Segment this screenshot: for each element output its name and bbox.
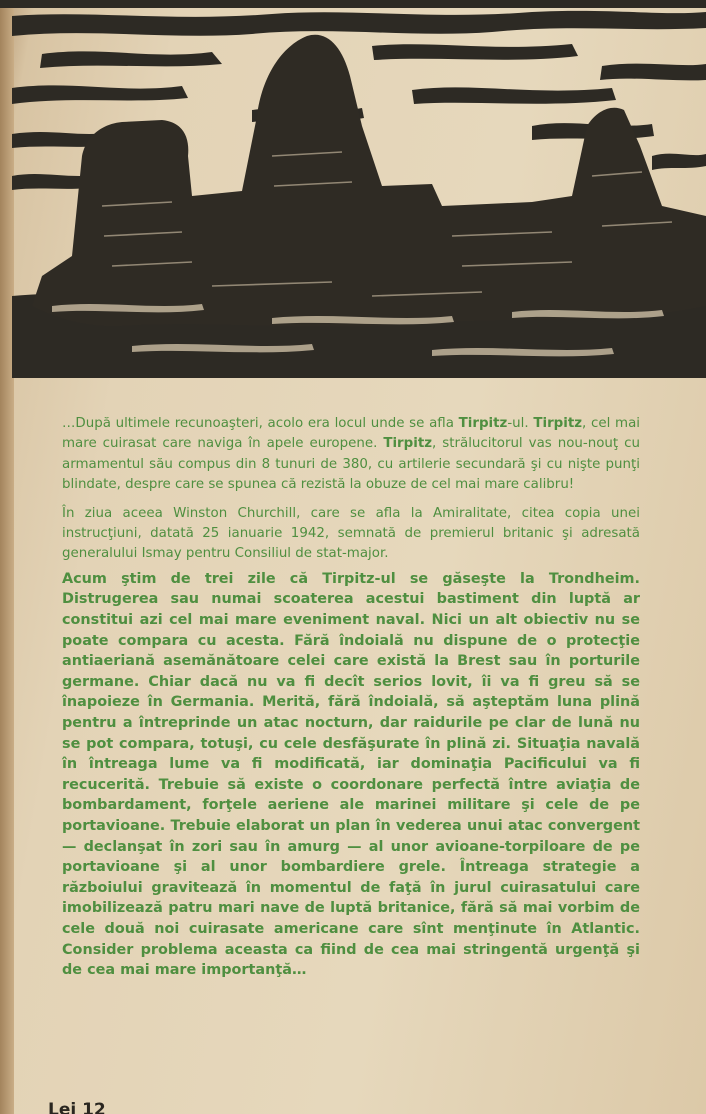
ship-woodcut-illustration (12, 6, 706, 378)
ship-name: Tirpitz (533, 416, 583, 431)
ship-name: Tirpitz (458, 416, 508, 431)
price-label: Lei 12 (48, 1100, 106, 1114)
churchill-instruction-quote: Acum ştim de trei zile că Tirpitz-ul se găseşte la Trondheim. Distrugerea sau numai scoaterea acestui bastiment din luptă ar constitui azi cel mai mare eveniment naval. Nici un alt obiectiv nu se poate compara cu acesta. Fără îndoială nu dispune de o protecţie antiaeriană asemănătoare celei care există la Brest sau în porturile germane. Chiar dacă nu va fi decît serios lovit, îi va fi greu să se înapoieze în Germania. Merită, fără îndoială, să aşteptăm luna plină pentru a întreprinde un atac nocturn, dar raidurile pe clar de lună nu se pot compara, totuşi, cu cele desfăşurate în plină zi. Situaţia navală în întreaga lume va fi modificată, iar dominaţia Pacificului va fi recucerită. Trebuie să existe o coordonare perfectă între aviaţia de bombardament, forţele aeriene ale marinei militare şi cele de pe portavioane. Trebuie elaborat un plan în vederea unui atac convergent — declanşat în zori sau în amurg — al unor avioane-torpiloare de pe portavioane şi al unor bombardiere grele. Întreaga strategie a războiului gravitează în momentul de faţă în jurul cuirasatului care imobilizează patru mari nave de luptă britanice, fără să mai vorbim de cele două noi cuirasate americane care sînt menţinute în Atlantic. Consider problema aceasta ca fiind de cea mai stringentă urgenţă şi de cea mai mare importanţă… (62, 570, 640, 979)
intro-text: , strălucitorul vas nou-nouţ cu armamentul său compus din 8 tunuri de 380, cu artilerie secundară şi cu nişte punţi blindate, despre care se spunea că rezistă la obuze de cel mai mare calibru! (62, 436, 640, 493)
ship-name: Tirpitz (383, 436, 433, 452)
intro-paragraph-2: În ziua aceea Winston Churchill, care se afla la Amiralitate, citea copia unei instrucţiuni, datată 25 ianuarie 1942, semnată de premierul britanic şi adresată generalului Ismay pentru Consiliul de stat-major. (62, 505, 640, 562)
intro-text: -ul. (507, 416, 534, 431)
intro-paragraph-1 (62, 414, 640, 496)
intro-text: , cel mai mare cuirasat care naviga în apele europene. (62, 416, 640, 452)
cover-text-block (62, 414, 640, 981)
intro-text: …După ultimele recunoaşteri, acolo era locul unde se afla (62, 416, 459, 431)
